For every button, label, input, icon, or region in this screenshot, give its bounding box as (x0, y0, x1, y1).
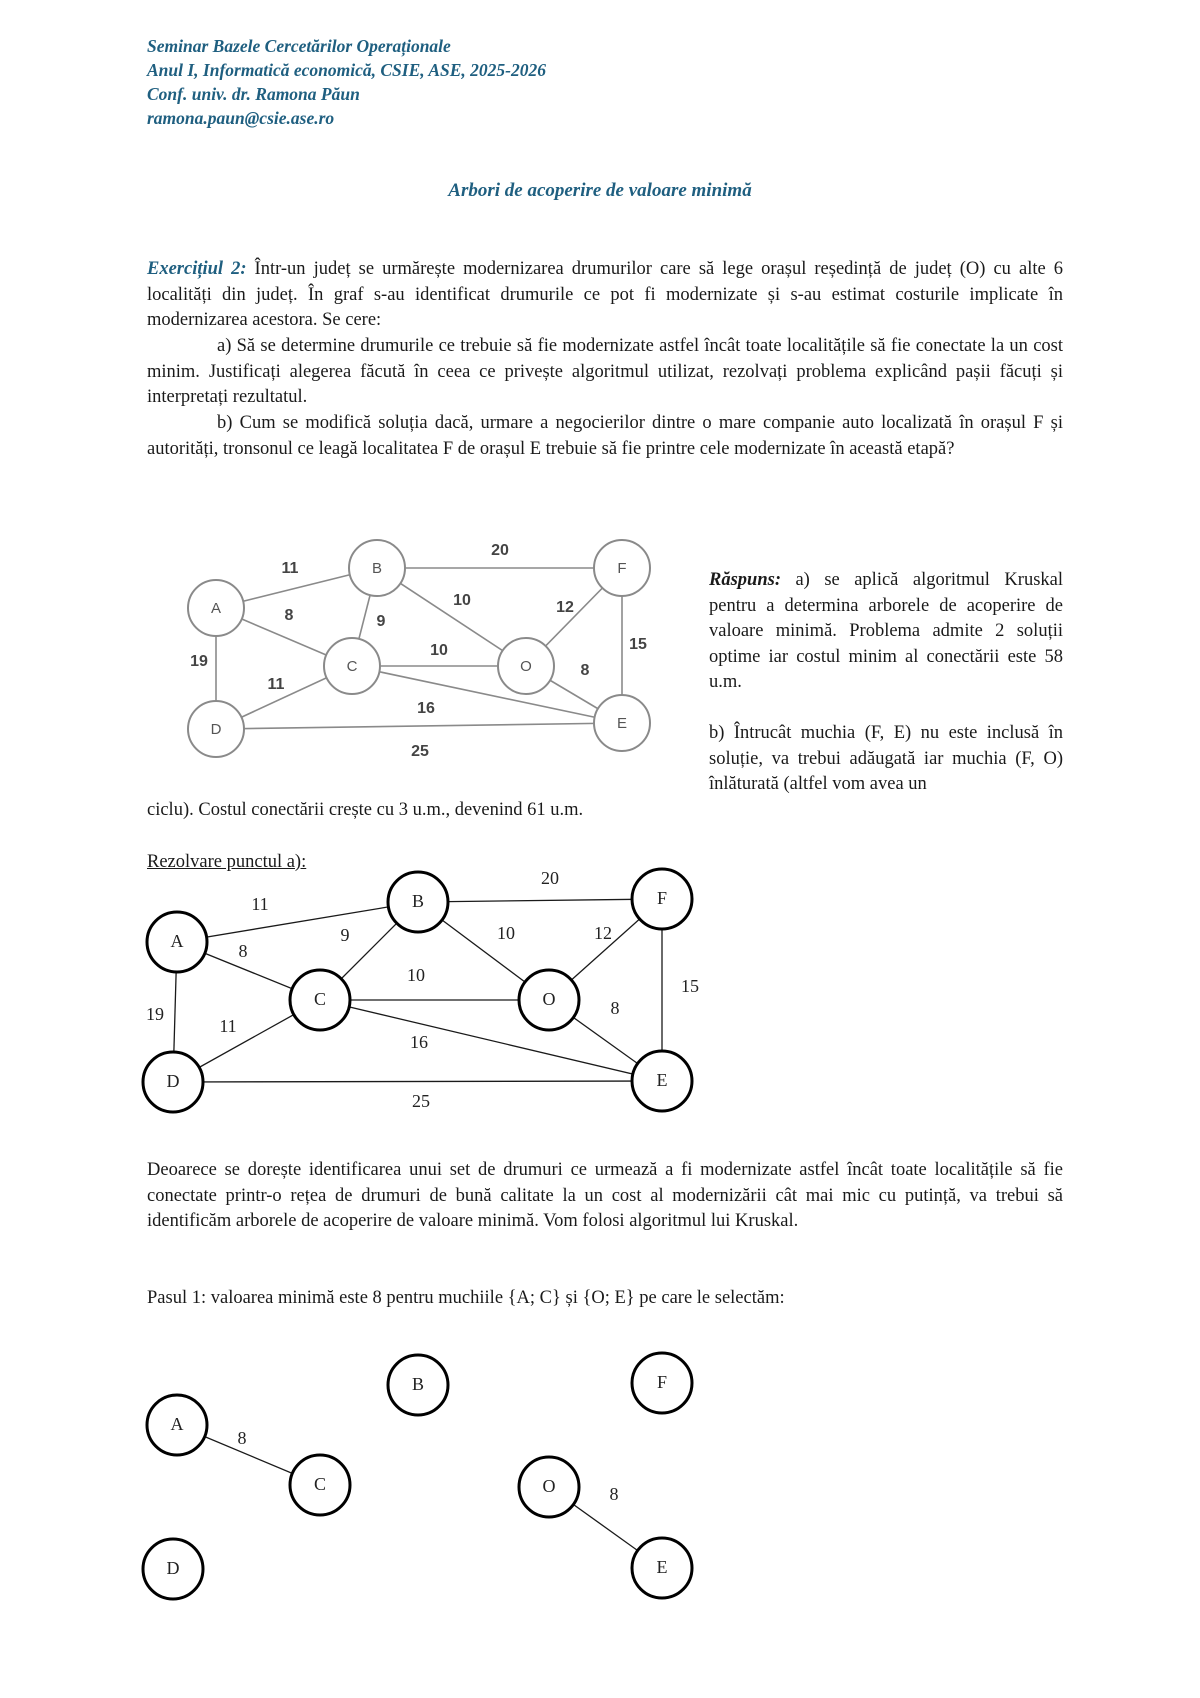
node-label-d: D (210, 720, 222, 738)
edge-weight-b-f: 20 (541, 868, 559, 889)
node-label-f: F (656, 888, 668, 909)
node-label-a: A (170, 1414, 184, 1435)
node-b (388, 1355, 448, 1415)
edge-weight-a-c: 8 (238, 941, 248, 962)
edge-weight-a-b: 11 (251, 894, 269, 915)
edge-weight-c-e: 16 (417, 700, 435, 718)
exercise-part-b: b) Cum se modifică soluția dacă, urmare a negocierilor dintre o mare companie auto localizată în orașul F și autorități, tronsonul ce leagă localitatea F de orașul E trebuie să fie printre cele modernizate în această etapă? (147, 413, 1063, 459)
answer-part-b: b) Întrucât muchia (F, E) nu este inclusă în soluție, va trebui adăugată iar muchia (F, O) înlăturată (altfel vom avea un (709, 723, 1063, 794)
header-course: Seminar Bazele Cercetărilor Operaționale (147, 36, 451, 56)
node-label-c: C (346, 657, 358, 675)
exercise-label: Exercițiul 2: (147, 259, 247, 279)
solution-heading: Rezolvare punctul a): (147, 852, 307, 872)
edge-weight-c-e: 16 (410, 1032, 428, 1053)
header-program: Anul I, Informatică economică, CSIE, ASE, 2025-2026 (147, 60, 546, 80)
node-label-d: D (166, 1558, 180, 1579)
exercise-part-a: a) Să se determine drumurile ce trebuie să fie modernizate astfel încât toate localitățile să fie conectate la un cost minim. Justificați alegerea făcută în ceea ce privește algoritmul utilizat, rezolvați problema explicând pașii făcuți și interpretați rezultatul. (147, 336, 1063, 407)
node-a (147, 1395, 207, 1455)
edge-weight-o-e: 8 (580, 662, 590, 680)
answer-part-b-continued: ciclu). Costul conectării crește cu 3 u.m., devenind 61 u.m. (147, 800, 584, 820)
step1-graph-edges (177, 1425, 662, 1568)
edge-weight-a-c: 8 (284, 607, 294, 625)
edge-weight-b-f: 20 (491, 542, 509, 560)
edge-weight-o-e: 8 (609, 1484, 619, 1505)
edge-weight-o-e: 8 (610, 998, 620, 1019)
edge-weight-f-o: 12 (594, 923, 612, 944)
edge-weight-f-o: 12 (556, 599, 574, 617)
node-o (519, 1457, 579, 1517)
step1-graph-nodes (143, 1353, 692, 1599)
node-label-o: O (520, 657, 532, 675)
explanation-paragraph: Deoarece se dorește identificarea unui set de drumuri ce urmează a fi modernizate astfel încât toate localitățile să fie conectate printr-o rețea de drumuri de bună calitate la un cost al modernizării cât mai mic cu putință, va trebui să identificăm arborele de acoperire de valoare minimă. Vom folosi algoritmul lui Kruskal. (147, 1160, 1063, 1231)
edge-weight-c-o: 10 (407, 965, 425, 986)
node-label-f: F (656, 1372, 668, 1393)
node-label-o: O (542, 1476, 556, 1497)
edge-weight-a-d: 19 (146, 1004, 164, 1025)
node-label-d: D (166, 1071, 180, 1092)
node-label-b: B (411, 1374, 425, 1395)
edge-weight-a-d: 19 (190, 653, 208, 671)
edge-weight-c-d: 11 (267, 676, 285, 694)
edge-weight-a-c: 8 (237, 1428, 247, 1449)
edge-weight-f-e: 15 (681, 976, 699, 997)
node-label-o: O (542, 989, 556, 1010)
header-email: ramona.paun@csie.ase.ro (147, 108, 335, 128)
node-label-b: B (411, 891, 425, 912)
edge-weight-d-e: 25 (411, 743, 429, 761)
edge-weight-b-o: 10 (453, 592, 471, 610)
edge-weight-b-c: 9 (376, 613, 386, 631)
edge-weight-c-o: 10 (430, 642, 448, 660)
node-label-a: A (170, 931, 184, 952)
header-author: Conf. univ. dr. Ramona Păun (147, 84, 360, 104)
node-f (632, 1353, 692, 1413)
step1-paragraph: Pasul 1: valoarea minimă este 8 pentru muchiile {A; C} și {O; E} pe care le selectăm: (147, 1288, 785, 1308)
edge-weight-d-e: 25 (412, 1091, 430, 1112)
answer-part-a-text: a) se aplică algoritmul Kruskal pentru a determina arborele de acoperire de valoare minimă. Problema admite 2 soluții optime iar costul minim al conectării este 58 u.m. (709, 570, 1063, 692)
node-label-f: F (617, 559, 627, 577)
node-label-e: E (616, 714, 628, 732)
answer-label: Răspuns: (709, 570, 781, 590)
node-label-c: C (313, 1474, 327, 1495)
node-label-e: E (656, 1557, 668, 1578)
page-title: Arbori de acoperire de valoare minimă (448, 180, 752, 201)
node-label-b: B (371, 559, 383, 577)
node-e (632, 1538, 692, 1598)
node-label-c: C (313, 989, 327, 1010)
edge-weight-f-e: 15 (629, 636, 647, 654)
edge-weight-a-b: 11 (281, 560, 299, 578)
node-c (290, 1455, 350, 1515)
edge-weight-b-c: 9 (340, 925, 350, 946)
node-d (143, 1539, 203, 1599)
node-label-a: A (210, 599, 222, 617)
exercise-intro: Într-un județ se urmărește modernizarea drumurilor care să lege orașul reședință de județ (O) cu alte 6 localități din județ. În graf s-au identificat drumurile ce pot fi modernizate și s-au estimat costurile implicate în modernizarea acestora. Se cere: (147, 259, 1063, 330)
edge-weight-b-o: 10 (497, 923, 515, 944)
node-label-e: E (656, 1070, 668, 1091)
edge-weight-c-d: 11 (219, 1016, 237, 1037)
